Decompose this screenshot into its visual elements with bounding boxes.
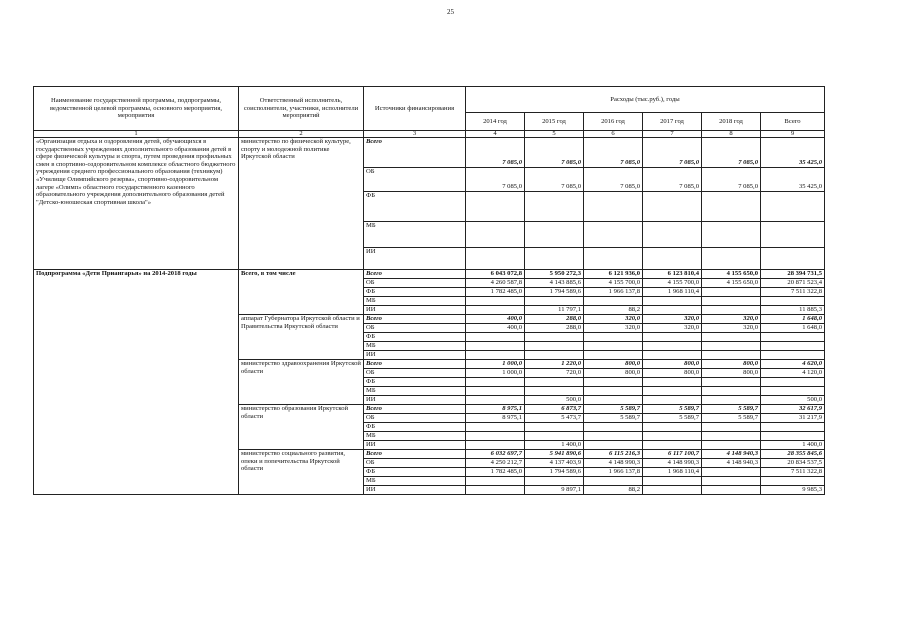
value-cell: 7 511 322,8 <box>761 468 825 477</box>
header-executor: Ответственный исполнитель, соисполнители, участники, исполнители мероприятий <box>239 87 364 131</box>
source-cell: ОБ <box>364 369 466 378</box>
table-row <box>34 138 825 168</box>
value-cell <box>643 297 702 306</box>
value-cell: 288,0 <box>525 315 584 324</box>
executor-name: министерство социального развития, опеки и попечительства Иркутской области <box>239 450 364 495</box>
value-cell <box>525 432 584 441</box>
value-cell <box>643 486 702 495</box>
source-cell: ФБ <box>364 192 466 222</box>
value-cell <box>702 333 761 342</box>
value-cell <box>466 222 525 248</box>
value-cell: 5 473,7 <box>525 414 584 423</box>
value-cell <box>702 486 761 495</box>
value-cell: 4 620,0 <box>761 360 825 369</box>
value-cell: 1 000,0 <box>466 360 525 369</box>
header-expenses: Расходы (тыс.руб.), годы <box>466 87 825 113</box>
value-cell: 288,0 <box>525 324 584 333</box>
table-row <box>34 270 825 279</box>
executor-name: аппарат Губернатора Иркутской области и Правительства Иркутской области <box>239 315 364 360</box>
source-cell: МБ <box>364 222 466 248</box>
value-cell: 4 155 650,0 <box>702 279 761 288</box>
value-cell <box>584 222 643 248</box>
value-cell: 4 148 940,3 <box>702 459 761 468</box>
value-cell <box>584 378 643 387</box>
value-cell <box>702 288 761 297</box>
value-cell <box>702 342 761 351</box>
value-cell: 4 120,0 <box>761 369 825 378</box>
value-cell: 4 148 990,3 <box>643 459 702 468</box>
executor-name: министерство здравоохранения Иркутской области <box>239 360 364 405</box>
index-cell: 7 <box>643 131 702 138</box>
value-cell: 400,0 <box>466 315 525 324</box>
value-cell: 320,0 <box>702 324 761 333</box>
value-cell <box>643 432 702 441</box>
value-cell: 9 985,3 <box>761 486 825 495</box>
header-total: Всего <box>761 113 825 131</box>
value-cell: 500,0 <box>761 396 825 405</box>
index-cell: 2 <box>239 131 364 138</box>
index-cell: 9 <box>761 131 825 138</box>
value-cell <box>702 222 761 248</box>
value-cell: 5 589,7 <box>584 414 643 423</box>
value-cell <box>702 387 761 396</box>
value-cell: 720,0 <box>525 369 584 378</box>
value-cell: 4 155 700,0 <box>643 279 702 288</box>
value-cell <box>702 423 761 432</box>
value-cell: 7 085,0 <box>702 168 761 192</box>
source-cell: ИИ <box>364 396 466 405</box>
value-cell: 6 123 810,4 <box>643 270 702 279</box>
value-cell: 5 589,7 <box>702 414 761 423</box>
value-cell <box>702 468 761 477</box>
source-cell: ФБ <box>364 423 466 432</box>
header-year: 2015 год <box>525 113 584 131</box>
source-cell: МБ <box>364 342 466 351</box>
value-cell: 7 085,0 <box>584 168 643 192</box>
value-cell: 7 085,0 <box>466 168 525 192</box>
value-cell <box>643 351 702 360</box>
header-year: 2014 год <box>466 113 525 131</box>
index-cell: 1 <box>34 131 239 138</box>
value-cell <box>466 378 525 387</box>
value-cell <box>761 378 825 387</box>
source-cell: ИИ <box>364 486 466 495</box>
value-cell: 5 589,7 <box>702 405 761 414</box>
value-cell: 4 148 990,3 <box>584 459 643 468</box>
value-cell <box>584 396 643 405</box>
value-cell: 1 968 110,4 <box>643 468 702 477</box>
subprogram-name: Подпрограмма «Дети Приангарья» на 2014-2018 годы <box>34 270 239 495</box>
budget-table <box>33 86 825 495</box>
value-cell: 320,0 <box>643 315 702 324</box>
value-cell: 9 897,1 <box>525 486 584 495</box>
value-cell: 32 617,9 <box>761 405 825 414</box>
value-cell <box>702 441 761 450</box>
value-cell <box>584 423 643 432</box>
value-cell <box>643 306 702 315</box>
value-cell <box>525 387 584 396</box>
value-cell <box>702 297 761 306</box>
value-cell: 1 220,0 <box>525 360 584 369</box>
value-cell: 1 648,0 <box>761 315 825 324</box>
value-cell: 7 085,0 <box>702 138 761 168</box>
value-cell: 88,2 <box>584 486 643 495</box>
source-cell: МБ <box>364 297 466 306</box>
value-cell <box>525 477 584 486</box>
value-cell: 20 871 523,4 <box>761 279 825 288</box>
value-cell: 7 085,0 <box>643 168 702 192</box>
value-cell <box>584 387 643 396</box>
header-year: 2017 год <box>643 113 702 131</box>
value-cell <box>643 248 702 270</box>
value-cell <box>643 342 702 351</box>
value-cell: 1 782 485,0 <box>466 468 525 477</box>
source-cell: МБ <box>364 387 466 396</box>
value-cell <box>584 432 643 441</box>
value-cell <box>643 477 702 486</box>
value-cell: 5 589,7 <box>643 414 702 423</box>
value-cell: 800,0 <box>643 369 702 378</box>
page-number: 25 <box>447 8 454 16</box>
activity-name: «Организация отдыха и оздоровления детей, обучающихся в государственных учреждениях дополнительного образования детей в сфере физической культуры и спорта, путем проведения профильных смен в спортивно-оздоровительном комплексе областного бюджетного учреждения среднего профессионального образования (техникум) «Училище Олимпийского резерва», спортивно-оздоровительном лагере «Олимп» областного государственного казенного образовательного учреждения дополнительного образования детей "Детско-юношеская спортивная школа"» <box>34 138 239 270</box>
value-cell: 7 085,0 <box>466 138 525 168</box>
value-cell: 35 425,0 <box>761 138 825 168</box>
value-cell <box>584 477 643 486</box>
source-cell: ОБ <box>364 459 466 468</box>
value-cell: 6 115 216,3 <box>584 450 643 459</box>
index-cell: 5 <box>525 131 584 138</box>
value-cell <box>643 333 702 342</box>
value-cell <box>466 306 525 315</box>
value-cell: 7 085,0 <box>525 138 584 168</box>
index-cell: 3 <box>364 131 466 138</box>
value-cell <box>466 192 525 222</box>
source-cell: Всего <box>364 450 466 459</box>
value-cell <box>761 248 825 270</box>
source-cell: ИИ <box>364 306 466 315</box>
value-cell: 320,0 <box>584 315 643 324</box>
value-cell: 4 250 212,7 <box>466 459 525 468</box>
index-cell: 4 <box>466 131 525 138</box>
source-cell: ОБ <box>364 168 466 192</box>
source-cell: ОБ <box>364 414 466 423</box>
value-cell <box>643 441 702 450</box>
value-cell <box>466 423 525 432</box>
value-cell <box>466 477 525 486</box>
value-cell <box>761 222 825 248</box>
header-source: Источники финансирования <box>364 87 466 131</box>
value-cell: 6 043 072,8 <box>466 270 525 279</box>
value-cell <box>761 351 825 360</box>
value-cell: 800,0 <box>584 360 643 369</box>
value-cell: 800,0 <box>702 369 761 378</box>
value-cell: 6 121 936,0 <box>584 270 643 279</box>
value-cell: 4 155 650,0 <box>702 270 761 279</box>
value-cell: 1 966 137,8 <box>584 288 643 297</box>
value-cell <box>761 192 825 222</box>
executor-name: министерство по физической культуре, спорту и молодежной политике Иркутской области <box>239 138 364 270</box>
value-cell: 6 117 100,7 <box>643 450 702 459</box>
header-name: Наименование государственной программы, подпрограммы, ведомственной целевой программы, основного мероприятия, мероприятия <box>34 87 239 131</box>
value-cell: 320,0 <box>643 324 702 333</box>
value-cell <box>761 333 825 342</box>
value-cell: 5 950 272,3 <box>525 270 584 279</box>
source-cell: ИИ <box>364 248 466 270</box>
value-cell <box>761 342 825 351</box>
source-cell: ФБ <box>364 333 466 342</box>
source-cell: ФБ <box>364 288 466 297</box>
value-cell <box>525 378 584 387</box>
source-cell: ФБ <box>364 378 466 387</box>
source-cell: ФБ <box>364 468 466 477</box>
value-cell: 20 834 537,5 <box>761 459 825 468</box>
executor-name: Всего, в том числе <box>239 270 364 315</box>
value-cell <box>761 297 825 306</box>
value-cell <box>702 351 761 360</box>
value-cell <box>761 387 825 396</box>
value-cell: 1 648,0 <box>761 324 825 333</box>
value-cell: 4 137 403,9 <box>525 459 584 468</box>
value-cell: 31 217,9 <box>761 414 825 423</box>
value-cell: 1 794 589,6 <box>525 288 584 297</box>
value-cell <box>702 477 761 486</box>
executor-name: министерство образования Иркутской области <box>239 405 364 450</box>
value-cell <box>761 477 825 486</box>
value-cell: 28 355 845,6 <box>761 450 825 459</box>
value-cell <box>466 351 525 360</box>
value-cell: 1 782 485,0 <box>466 288 525 297</box>
value-cell <box>584 351 643 360</box>
value-cell <box>466 396 525 405</box>
header-year: 2016 год <box>584 113 643 131</box>
value-cell: 800,0 <box>584 369 643 378</box>
value-cell <box>525 342 584 351</box>
value-cell: 5 589,7 <box>643 405 702 414</box>
value-cell <box>525 333 584 342</box>
value-cell: 1 968 110,4 <box>643 288 702 297</box>
value-cell: 320,0 <box>702 315 761 324</box>
value-cell: 1 000,0 <box>466 369 525 378</box>
source-cell: Всего <box>364 270 466 279</box>
value-cell <box>525 423 584 432</box>
index-cell: 6 <box>584 131 643 138</box>
value-cell: 35 425,0 <box>761 168 825 192</box>
value-cell: 7 085,0 <box>643 138 702 168</box>
value-cell: 7 511 322,8 <box>761 288 825 297</box>
value-cell: 4 143 885,6 <box>525 279 584 288</box>
value-cell: 4 260 587,8 <box>466 279 525 288</box>
source-cell: Всего <box>364 315 466 324</box>
value-cell <box>702 248 761 270</box>
value-cell <box>643 387 702 396</box>
value-cell: 4 148 940,3 <box>702 450 761 459</box>
value-cell <box>584 441 643 450</box>
value-cell <box>702 396 761 405</box>
value-cell <box>466 432 525 441</box>
value-cell <box>466 486 525 495</box>
value-cell <box>702 306 761 315</box>
value-cell <box>584 333 643 342</box>
value-cell <box>525 297 584 306</box>
index-cell: 8 <box>702 131 761 138</box>
value-cell <box>584 248 643 270</box>
value-cell <box>702 432 761 441</box>
value-cell <box>584 342 643 351</box>
source-cell: ОБ <box>364 279 466 288</box>
value-cell <box>643 222 702 248</box>
value-cell: 4 155 700,0 <box>584 279 643 288</box>
value-cell <box>702 378 761 387</box>
value-cell <box>466 342 525 351</box>
value-cell <box>525 222 584 248</box>
value-cell <box>466 387 525 396</box>
value-cell: 28 394 731,5 <box>761 270 825 279</box>
value-cell: 6 032 697,7 <box>466 450 525 459</box>
value-cell: 11 797,1 <box>525 306 584 315</box>
source-cell: Всего <box>364 360 466 369</box>
value-cell: 1 400,0 <box>525 441 584 450</box>
value-cell <box>643 192 702 222</box>
value-cell: 11 885,3 <box>761 306 825 315</box>
value-cell <box>466 297 525 306</box>
source-cell: МБ <box>364 477 466 486</box>
value-cell <box>702 192 761 222</box>
header-year: 2018 год <box>702 113 761 131</box>
value-cell: 1 966 137,8 <box>584 468 643 477</box>
value-cell <box>643 378 702 387</box>
value-cell <box>643 396 702 405</box>
value-cell <box>761 432 825 441</box>
value-cell: 8 975,1 <box>466 405 525 414</box>
value-cell: 800,0 <box>643 360 702 369</box>
value-cell: 1 400,0 <box>761 441 825 450</box>
value-cell: 5 589,7 <box>584 405 643 414</box>
value-cell <box>584 192 643 222</box>
value-cell <box>584 297 643 306</box>
value-cell <box>525 192 584 222</box>
value-cell: 400,0 <box>466 324 525 333</box>
value-cell: 500,0 <box>525 396 584 405</box>
value-cell: 7 085,0 <box>584 138 643 168</box>
source-cell: Всего <box>364 405 466 414</box>
source-cell: ИИ <box>364 351 466 360</box>
value-cell: 6 873,7 <box>525 405 584 414</box>
value-cell <box>643 423 702 432</box>
value-cell: 88,2 <box>584 306 643 315</box>
source-cell: МБ <box>364 432 466 441</box>
source-cell: Всего <box>364 138 466 168</box>
value-cell: 7 085,0 <box>525 168 584 192</box>
value-cell: 1 794 589,6 <box>525 468 584 477</box>
value-cell <box>525 248 584 270</box>
value-cell: 5 941 890,6 <box>525 450 584 459</box>
value-cell: 800,0 <box>702 360 761 369</box>
source-cell: ИИ <box>364 441 466 450</box>
value-cell: 320,0 <box>584 324 643 333</box>
value-cell <box>466 248 525 270</box>
source-cell: ОБ <box>364 324 466 333</box>
value-cell <box>466 441 525 450</box>
value-cell <box>761 423 825 432</box>
table-body <box>34 138 825 495</box>
value-cell: 8 975,1 <box>466 414 525 423</box>
value-cell <box>466 333 525 342</box>
value-cell <box>525 351 584 360</box>
